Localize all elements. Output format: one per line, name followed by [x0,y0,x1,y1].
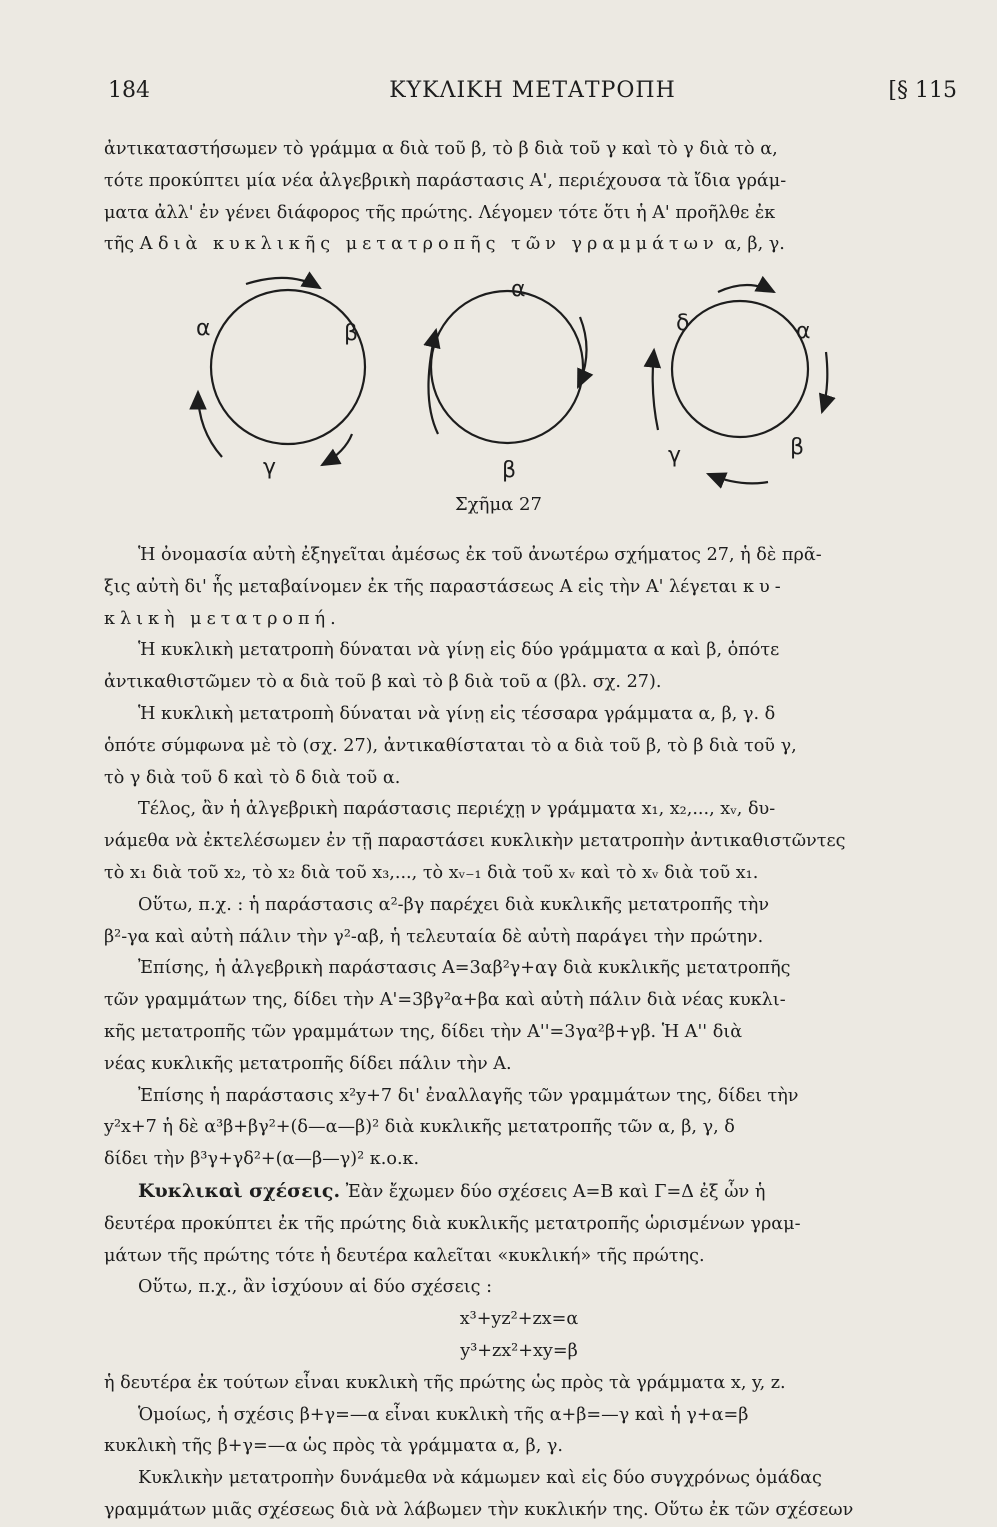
text-line: δίδει τὴν β³γ+γδ²+(α—β—γ)² κ.ο.κ. [104,1149,420,1170]
text-line: Ὁμοίως, ἡ σχέσις β+γ=—α εἶναι κυκλικὴ τῆς α+β=—γ καὶ ἡ γ+α=β [138,1404,749,1425]
section-number: [§ 115 [888,78,957,103]
text-line: Ἐπίσης ἡ παράστασις x²y+7 δι' ἐναλλαγῆς τῶν γραμμάτων της, δίδει τὴν [138,1085,799,1106]
text-line: τῶν γραμμάτων της, δίδει τὴν Α'=3βγ²α+βα καὶ αὐτὴ πάλιν διὰ νέας κυκλι- [104,990,786,1011]
text-line: μάτων τῆς πρώτης τότε ἡ δευτέρα καλεῖται «κυκλική» τῆς πρώτης. [104,1245,705,1266]
section-heading: Κυκλικαὶ σχέσεις. [138,1179,341,1202]
arrow-a-to-b-3 [822,352,827,412]
cyclic-diagram [0,262,997,497]
text-line: Οὕτω, π.χ., ἂν ἰσχύουν αἱ δύο σχέσεις : [138,1277,493,1298]
label-beta-1: β [344,321,359,346]
text-line: β²-γα καὶ αὐτὴ πάλιν τὴν γ²-αβ, ἡ τελευταία δὲ αὐτὴ παράγει τὴν πρώτην. [104,926,764,947]
text-line: τὸ γ διὰ τοῦ δ καὶ τὸ δ διὰ τοῦ α. [104,767,401,788]
page-number: 184 [108,78,150,103]
text-line: τότε προκύπτει μία νέα ἀλγεβρικὴ παράστασις Α', περιέχουσα τὰ ἴδια γράμ- [104,170,787,191]
text-run: τῆς Α [104,234,159,255]
text-line: κυκλικὴ τῆς β+γ=—α ὡς πρὸς τὰ γράμματα α, β, γ. [104,1436,563,1457]
text-line: Οὕτω, π.χ. : ἡ παράστασις α²-βγ παρέχει διὰ κυκλικῆς μετατροπῆς τὴν [138,894,770,915]
text-line [104,229,934,261]
running-header [108,78,957,118]
label-alpha-3: α [796,319,811,344]
text-run: α, β, γ. [718,234,785,255]
intro-paragraph [104,134,934,261]
figure-caption: Σχῆμα 27 [455,494,542,515]
text-line: νάμεθα νὰ ἐκτελέσωμεν ἐν τῇ παραστάσει κυκλικὴν μετατροπὴν ἀντικαθιστῶντες [104,831,846,852]
arrow-a-to-b [246,278,320,288]
emphasized-term: διὰ κυκλικῆς μετατροπῆς τῶν γραμμάτων [158,234,719,255]
emphasized-term: κυ- [743,576,786,597]
arrow-c-to-d [653,350,658,430]
circle-three [672,301,808,437]
running-title: ΚΥΚΛΙΚΗ ΜΕΤΑΤΡΟΠΗ [389,78,676,103]
text-line: ὁπότε σύμφωνα μὲ τὸ (σχ. 27), ἀντικαθίσταται τὸ α διὰ τοῦ β, τὸ β διὰ τοῦ γ, [104,735,797,756]
text-run: ξις αὐτὴ δι' ἧς μεταβαίνομεν ἐκ τῆς παραστάσεως Α εἰς τὴν Α' λέγεται [104,576,744,597]
text-line: y²x+7 ἡ δὲ α³β+βγ²+(δ—α—β)² διὰ κυκλικῆς μετατροπῆς τῶν α, β, γ, δ [104,1117,735,1138]
text-line: Ἡ κυκλικὴ μετατροπὴ δύναται νὰ γίνῃ εἰς τέσσαρα γράμματα α, β, γ. δ [138,703,776,724]
text-line [104,572,934,604]
text-line: ματα ἀλλ' ἐν γένει διάφορος τῆς πρώτης. Λέγομεν τότε ὅτι ἡ Α' προῆλθε ἐκ [104,202,776,223]
label-beta-3: β [790,435,805,460]
text-line: γραμμάτων μιᾶς σχέσεως διὰ νὰ λάβωμεν τὴν κυκλικήν της. Οὕτω ἐκ τῶν σχέσεων [104,1499,854,1520]
text-line: Τέλος, ἂν ἡ ἀλγεβρικὴ παράστασις περιέχῃ ν γράμματα x₁, x₂,..., xᵥ, δυ- [138,799,776,820]
emphasized-term: κλικὴ μετατροπή. [104,608,341,629]
label-alpha-2: α [511,277,526,302]
label-gamma-3: γ [668,443,682,468]
circle-two [431,291,583,443]
arrow-b-to-c [322,434,352,465]
label-gamma-1: γ [263,455,277,480]
text-line: κῆς μετατροπῆς τῶν γραμμάτων της, δίδει τὴν Α''=3γα²β+γβ. Ἡ Α'' διὰ [104,1021,743,1042]
text-run: Ἐὰν ἔχωμεν δύο σχέσεις Α=Β καὶ Γ=Δ ἐξ ὧν ἡ [340,1181,766,1202]
arrow-d-to-a [718,285,774,292]
text-line: τὸ x₁ διὰ τοῦ x₂, τὸ x₂ διὰ τοῦ x₃,..., τὸ xᵥ₋₁ διὰ τοῦ xᵥ καὶ τὸ xᵥ διὰ τοῦ x₁. [104,862,759,883]
text-line: Ἐπίσης, ἡ ἀλγεβρικὴ παράστασις Α=3αβ²γ+αγ διὰ κυκλικῆς μετατροπῆς [138,958,791,979]
text-line: δευτέρα προκύπτει ἐκ τῆς πρώτης διὰ κυκλικῆς μετατροπῆς ὡρισμένων γραμ- [104,1213,801,1234]
label-beta-2: β [502,458,517,483]
text-line: ἡ δευτέρα ἐκ τούτων εἶναι κυκλικὴ τῆς πρώτης ὡς πρὸς τὰ γράμματα x, y, z. [104,1372,786,1393]
figure-27 [0,262,997,527]
label-alpha-1: α [196,316,211,341]
circle-one [211,290,365,444]
label-delta-3: δ [676,311,690,336]
text-line: Κυκλικὴν μετατροπὴν δυνάμεθα νὰ κάμωμεν καὶ εἰς δύο συγχρόνως ὁμάδας [138,1468,822,1489]
text-line: Ἡ ὀνομασία αὐτὴ ἐξηγεῖται ἀμέσως ἐκ τοῦ ἀνωτέρω σχήματος 27, ἡ δὲ πρᾶ- [138,545,822,565]
text-line: νέας κυκλικῆς μετατροπῆς δίδει πάλιν τὴν Α. [104,1053,512,1074]
equation: x³+yz²+zx=α [459,1309,579,1330]
text-line: Ἡ κυκλικὴ μετατροπὴ δύναται νὰ γίνῃ εἰς δύο γράμματα α καὶ β, ὁπότε [138,640,780,661]
text-line: ἀντικαθιστῶμεν τὸ α διὰ τοῦ β καὶ τὸ β διὰ τοῦ α (βλ. σχ. 27). [104,672,662,693]
text-line: ἀντικαταστήσωμεν τὸ γράμμα α διὰ τοῦ β, τὸ β διὰ τοῦ γ καὶ τὸ γ διὰ τὸ α, [104,139,778,159]
equation: y³+zx²+xy=β [460,1340,578,1361]
body-text [104,540,934,1527]
text-line [104,1176,934,1209]
arrow-b-to-c-3 [708,474,768,483]
